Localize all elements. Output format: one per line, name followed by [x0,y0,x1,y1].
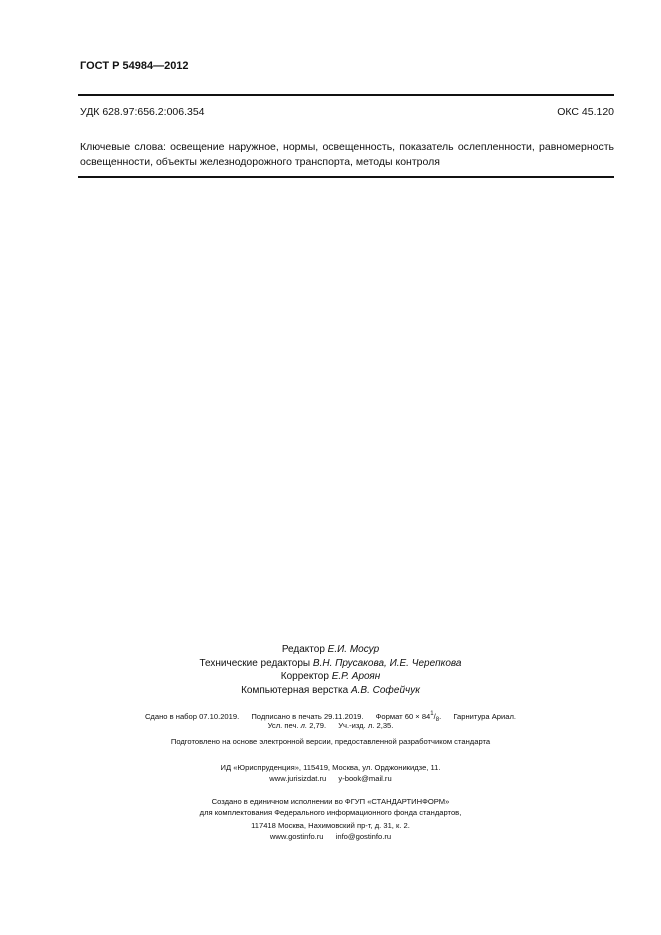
sheets-line [0,720,661,731]
tech-editors-line [0,657,661,671]
editor-line [0,643,661,657]
top-divider [78,94,614,96]
publication-sheets: Уч.-изд. л. 2,35. [338,721,394,730]
signed-for-print: Подписано в печать 29.11.2019. [251,712,364,721]
document-code: ГОСТ Р 54984—2012 [80,60,189,72]
corrector-line [0,670,661,684]
publisher-address: ИД «Юриспруденция», 115419, Москва, ул. Орджоникидзе, 11. [220,763,441,772]
print-sheets-label: Усл. печ. [267,721,299,730]
editor-label: Редактор [281,644,325,655]
format-prefix: Формат 60 × 84 [375,712,431,721]
corrector-name: Е.Р. Ароян [331,671,381,682]
editor-name: Е.И. Мосур [327,644,380,655]
publisher-email: y-book@mail.ru [338,774,392,783]
typeface: Гарнитура Ариал. [453,712,517,721]
keywords-paragraph: Ключевые слова: освещение наружное, нормы, освещенность, показатель ослепленности, равномерность освещенности, объекты железнодорожного транспорта, методы контроля [80,141,614,168]
credits-block [0,643,661,697]
oks-code: ОКС 45.120 [557,106,614,118]
standartinform-address: 117418 Москва, Нахимовский пр-т, д. 31, к. 2. [251,821,410,830]
created-line-1: Создано в единичном исполнении во ФГУП «СТАНДАРТИНФОРМ» [211,797,450,806]
bottom-divider [78,176,614,178]
print-sheets-abbr: л. [300,721,308,730]
format-numerator: 1 [430,711,434,717]
publisher-site: www.jurisizdat.ru [269,774,327,783]
layout-label: Компьютерная верстка [241,684,349,696]
standartinform-contacts [0,831,661,842]
tech-editors-names: В.Н. Прусакова, И.Е. Черепкова [312,657,462,669]
format-slash: / [433,712,436,721]
standartinform-email: info@gostinfo.ru [335,832,392,841]
sent-to-set: Сдано в набор 07.10.2019. [144,712,240,721]
created-line-2: для комплектования Федерального информационного фонда стандартов, [199,808,462,817]
standartinform-site: www.gostinfo.ru [269,832,324,841]
format-suffix: . [439,712,442,721]
udk-code: УДК 628.97:656.2:006.354 [80,106,205,118]
layout-name: А.В. Софейчук [350,684,420,696]
corrector-label: Корректор [280,671,329,682]
tech-editors-label: Технические редакторы [199,657,311,669]
format-denominator: 8 [435,717,440,723]
publisher-contacts [0,773,661,784]
layout-line [0,684,661,698]
print-sheets-value: 2,79. [309,721,327,730]
prepared-note: Подготовлено на основе электронной версии, предоставленной разработчиком стандарта [170,737,491,746]
